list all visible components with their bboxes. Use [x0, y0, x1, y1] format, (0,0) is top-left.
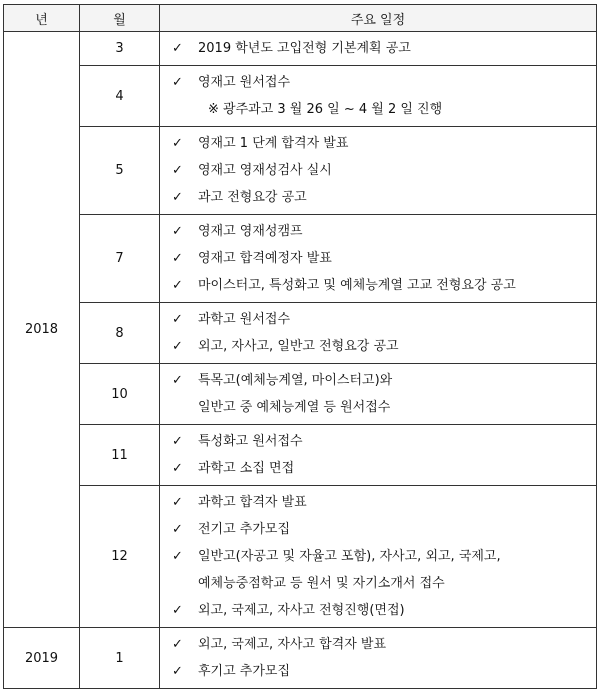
- schedule-item: [172, 130, 596, 157]
- checkmark-icon: ✓: [172, 549, 183, 564]
- header-year: 년: [4, 5, 80, 32]
- schedule-item-text: 과고 전형요강 공고: [198, 190, 307, 205]
- checkmark-icon: ✓: [172, 434, 183, 449]
- schedule-item-text: 일반고(자공고 및 자율고 포함), 자사고, 외고, 국제고,: [198, 549, 501, 564]
- schedule-item-text: 전기고 추가모집: [198, 522, 291, 537]
- year-cell: 2019: [4, 628, 80, 689]
- table-row: [4, 628, 597, 689]
- table-row: [4, 364, 597, 425]
- schedule-cell: [160, 303, 597, 364]
- table-row: [4, 303, 597, 364]
- checkmark-icon: ✓: [172, 224, 183, 239]
- month-cell: 7: [80, 215, 160, 303]
- schedule-item: [172, 157, 596, 184]
- schedule-body: [4, 32, 597, 689]
- schedule-item: [172, 631, 596, 658]
- header-row: [4, 5, 597, 32]
- schedule-cell: [160, 628, 597, 689]
- schedule-item-text: 후기고 추가모집: [198, 664, 291, 679]
- schedule-item-text: 외고, 국제고, 자사고 합격자 발표: [198, 637, 387, 652]
- month-cell: 8: [80, 303, 160, 364]
- schedule-cell: [160, 486, 597, 628]
- checkmark-icon: ✓: [172, 41, 183, 56]
- header-schedule: 주요 일정: [160, 5, 597, 32]
- schedule-item: [172, 35, 596, 62]
- schedule-cell: [160, 127, 597, 215]
- schedule-item-text: 특성화고 원서접수: [198, 434, 303, 449]
- schedule-item: [172, 69, 596, 96]
- schedule-item: [172, 394, 596, 421]
- schedule-cell: [160, 215, 597, 303]
- schedule-item: [172, 306, 596, 333]
- month-cell: 5: [80, 127, 160, 215]
- table-row: [4, 425, 597, 486]
- schedule-item-text: 외고, 국제고, 자사고 전형진행(면접): [198, 603, 405, 618]
- checkmark-icon: ✓: [172, 664, 183, 679]
- schedule-cell: [160, 425, 597, 486]
- month-cell: 1: [80, 628, 160, 689]
- schedule-item: [172, 428, 596, 455]
- checkmark-icon: ✓: [172, 251, 183, 266]
- month-cell: 11: [80, 425, 160, 486]
- table-row: [4, 215, 597, 303]
- header-month: 월: [80, 5, 160, 32]
- schedule-item: [172, 455, 596, 482]
- checkmark-icon: ✓: [172, 190, 183, 205]
- schedule-item-text: 과학고 합격자 발표: [198, 495, 307, 510]
- schedule-item: [172, 489, 596, 516]
- schedule-item-text: 영재고 영재성검사 실시: [198, 163, 332, 178]
- year-cell: 2018: [4, 32, 80, 628]
- schedule-item-text: 예체능중점학교 등 원서 및 자기소개서 접수: [198, 576, 445, 591]
- schedule-item-text: 2019 학년도 고입전형 기본계획 공고: [198, 41, 411, 56]
- schedule-item-text: 과학고 소집 면접: [198, 461, 295, 476]
- schedule-cell: [160, 66, 597, 127]
- schedule-item-text: 특목고(예체능계열, 마이스터고)와: [198, 373, 393, 388]
- checkmark-icon: ✓: [172, 136, 183, 151]
- schedule-item-text: 영재고 1 단계 합격자 발표: [198, 136, 349, 151]
- schedule-item: [172, 272, 596, 299]
- schedule-item: [172, 245, 596, 272]
- table-row: [4, 66, 597, 127]
- schedule-item-text: 영재고 원서접수: [198, 75, 291, 90]
- checkmark-icon: ✓: [172, 75, 183, 90]
- schedule-item-text: 영재고 합격예정자 발표: [198, 251, 332, 266]
- checkmark-icon: ✓: [172, 373, 183, 388]
- schedule-item: [172, 597, 596, 624]
- table-row: [4, 486, 597, 628]
- schedule-item: [172, 184, 596, 211]
- schedule-item-text: 마이스터고, 특성화고 및 예체능계열 고교 전형요강 공고: [198, 278, 516, 293]
- schedule-cell: [160, 364, 597, 425]
- month-cell: 4: [80, 66, 160, 127]
- schedule-table: [3, 4, 597, 689]
- month-cell: 3: [80, 32, 160, 66]
- schedule-item: [172, 543, 596, 570]
- schedule-item: [172, 96, 596, 123]
- checkmark-icon: ✓: [172, 339, 183, 354]
- table-row: [4, 127, 597, 215]
- schedule-item: [172, 333, 596, 360]
- table-row: [4, 32, 597, 66]
- schedule-cell: [160, 32, 597, 66]
- checkmark-icon: ✓: [172, 461, 183, 476]
- checkmark-icon: ✓: [172, 637, 183, 652]
- checkmark-icon: ✓: [172, 522, 183, 537]
- checkmark-icon: ✓: [172, 278, 183, 293]
- schedule-item-text: 외고, 자사고, 일반고 전형요강 공고: [198, 339, 399, 354]
- schedule-item: [172, 367, 596, 394]
- schedule-item-text: 일반고 중 예체능계열 등 원서접수: [198, 400, 391, 415]
- schedule-item-text: ※ 광주과고 3 월 26 일 ~ 4 월 2 일 진행: [208, 102, 443, 117]
- schedule-item: [172, 658, 596, 685]
- checkmark-icon: ✓: [172, 603, 183, 618]
- checkmark-icon: ✓: [172, 312, 183, 327]
- schedule-item: [172, 516, 596, 543]
- checkmark-icon: ✓: [172, 163, 183, 178]
- schedule-item: [172, 570, 596, 597]
- schedule-item-text: 과학고 원서접수: [198, 312, 291, 327]
- schedule-item: [172, 218, 596, 245]
- month-cell: 12: [80, 486, 160, 628]
- month-cell: 10: [80, 364, 160, 425]
- checkmark-icon: ✓: [172, 495, 183, 510]
- schedule-item-text: 영재고 영재성캠프: [198, 224, 303, 239]
